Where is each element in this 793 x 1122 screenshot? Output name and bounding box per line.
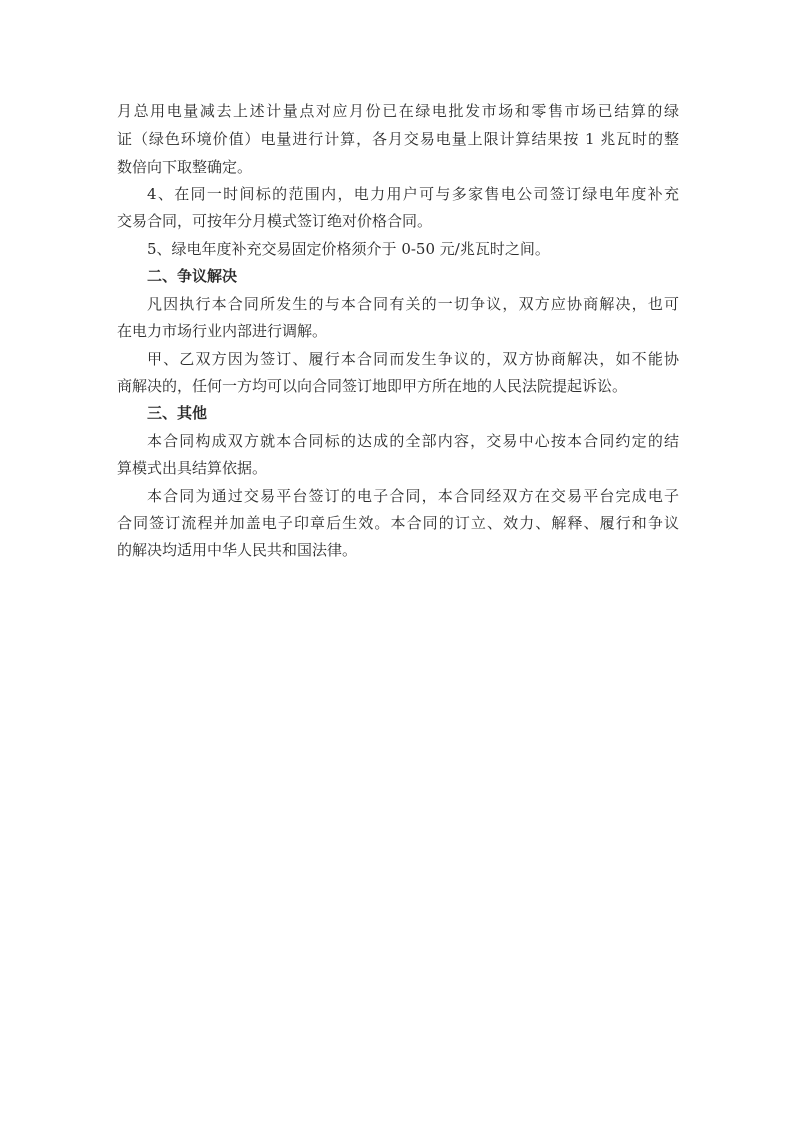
- paragraph-line: 本合同构成双方就本合同标的达成的全部内容，交易中心按本合同约定的结: [147, 432, 679, 450]
- paragraph-line: 在电力市场行业内部进行调解。: [117, 322, 328, 340]
- paragraph-line: 证（绿色环境价值）电量进行计算，各月交易电量上限计算结果按 1 兆瓦时的整: [117, 130, 679, 148]
- paragraph-line: 商解决的，任何一方均可以向合同签订地即甲方所在地的人民法院提起诉讼。: [117, 377, 628, 395]
- list-item-4-line: 交易合同，可按年分月模式签订绝对价格合同。: [117, 212, 433, 230]
- paragraph-line: 的解决均适用中华人民共和国法律。: [117, 541, 358, 559]
- list-item-4-line: 4、在同一时间标的范围内，电力用户可与多家售电公司签订绿电年度补充: [147, 185, 679, 203]
- paragraph-line: 数倍向下取整确定。: [117, 158, 253, 176]
- paragraph-line: 本合同为通过交易平台签订的电子合同，本合同经双方在交易平台完成电子: [147, 487, 679, 505]
- paragraph-line: 算模式出具结算依据。: [117, 459, 268, 477]
- section-heading-other: 三、其他: [147, 404, 208, 422]
- paragraph-line: 甲、乙双方因为签订、履行本合同而发生争议的，双方协商解决，如不能协: [147, 350, 679, 368]
- paragraph-line: 合同签订流程并加盖电子印章后生效。本合同的订立、效力、解释、履行和争议: [117, 514, 679, 532]
- paragraph-line: 凡因执行本合同所发生的与本合同有关的一切争议，双方应协商解决，也可: [147, 295, 679, 313]
- section-heading-dispute: 二、争议解决: [147, 267, 238, 285]
- paragraph-line: 月总用电量减去上述计量点对应月份已在绿电批发市场和零售市场已结算的绿: [117, 102, 679, 120]
- list-item-5-line: 5、绿电年度补充交易固定价格须介于 0-50 元/兆瓦时之间。: [147, 240, 550, 258]
